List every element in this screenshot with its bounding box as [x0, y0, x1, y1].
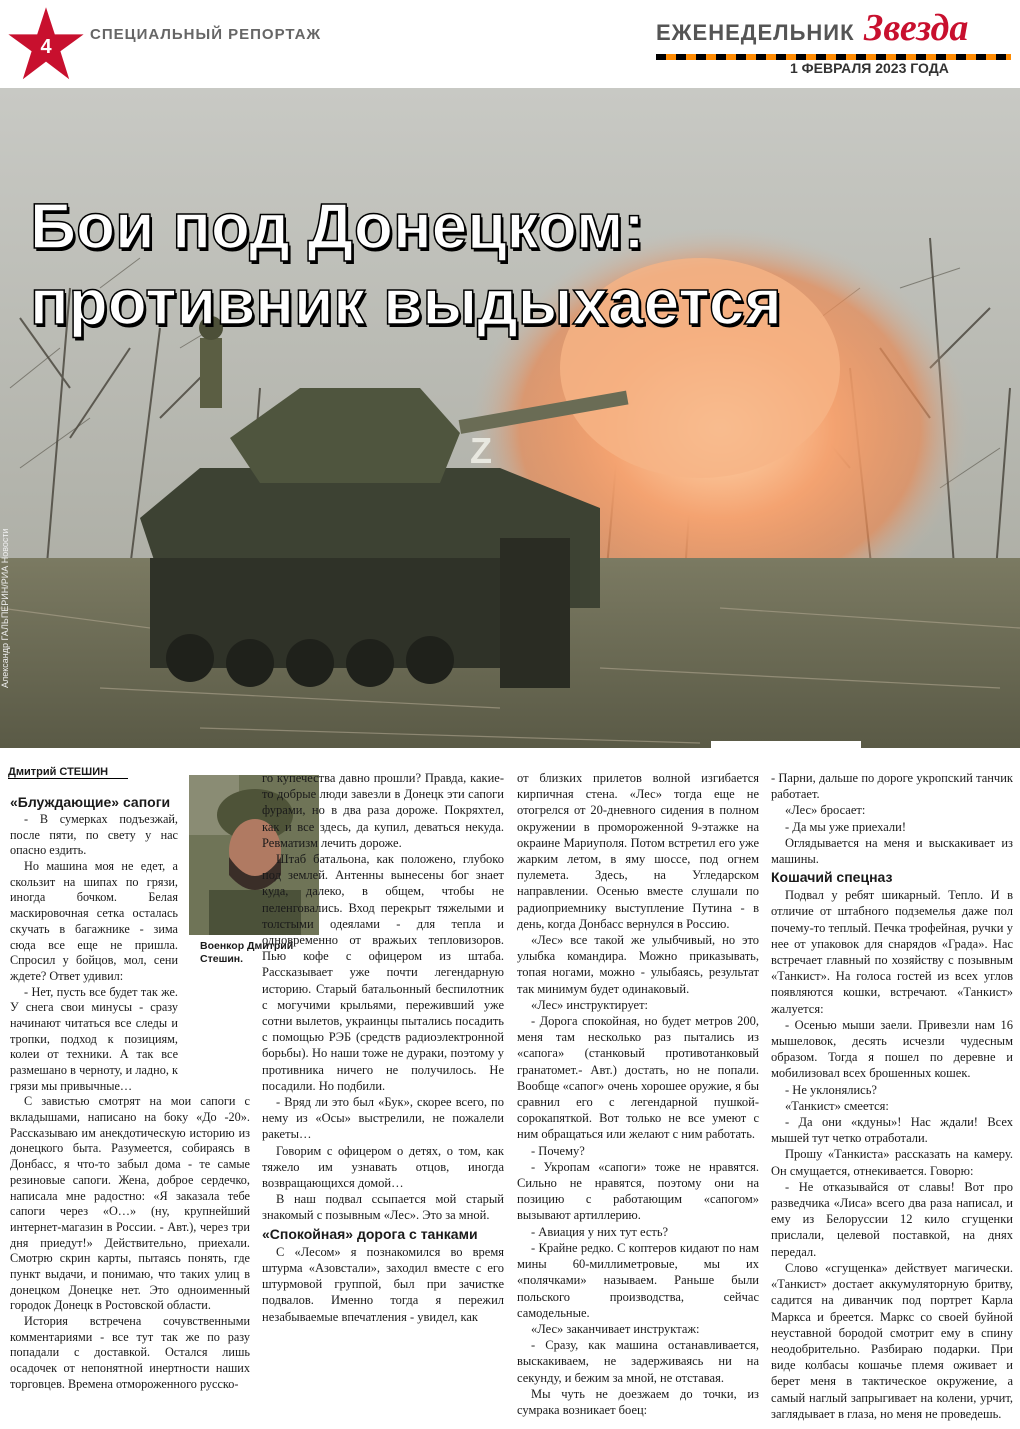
paragraph: «Лес» инструктирует:: [531, 997, 649, 1012]
article-column-4: [771, 770, 1013, 1422]
paragraph: - Не уклонялись?: [785, 1082, 877, 1097]
paragraph: «Лес» все такой же улыбчивый, но это улыбка командира. Можно приказывать, топая ногами, можно - улыбаясь, результат так минимум будет одинаковый.: [517, 933, 759, 996]
paragraph: Говорим с офицером о детях, о том, как тяжело им узнавать отцов, иногда возвращающихся домой…: [262, 1143, 504, 1191]
paragraph: Прошу «Танкиста» рассказать на камеру. Он смущается, отнекивается. Говорю:: [771, 1147, 1013, 1178]
headline-line-1: Бои под Донецком:: [30, 190, 645, 262]
paragraph: «Танкист» смеется:: [785, 1098, 889, 1113]
page-number: 4: [40, 36, 52, 58]
headline: [30, 188, 782, 340]
paragraph: Оглядывается на меня и выскакивает из машины.: [771, 835, 1013, 867]
paragraph: Но машина моя не едет, а скользит на шипах по грязи, иногда бочком. Белая маскировочная сетка осталась скучать в багажнике - зима сюда все еще не пришла. Спросил у бойцов, мол, сени ждете? Ответ удивил:: [10, 859, 178, 983]
paragraph: История встречена сочувственными комментариями - все тут так же по разу попадали с доставкой. Остался лишь осадочек от непонятной инертности наших торговцев. Времена отмороженного русско-: [10, 1314, 250, 1391]
newspaper-logo: Звезда: [864, 7, 969, 49]
page-header: [0, 0, 1020, 88]
paragraph: - Вряд ли это был «Бук», скорее всего, по нему из «Осы» выстрелили, не пожалели ракеты…: [262, 1095, 504, 1142]
paragraph: Подвал у ребят шикарный. Тепло. И в отличие от штабного подземелья даже пол почему-то теплый. Печка трофейная, ручки у нее от упаковок для снарядов «Града». Нас встречает главный по хозяйству с позывным «Танкист». На голоса гостей из всех углов появляются кошки, встречают. «Танкист» жалуется:: [771, 888, 1013, 1016]
svg-text:Z: Z: [470, 430, 492, 471]
portrait-caption: Военкор Дмитрий Стешин.: [200, 940, 294, 965]
headline-line-2: противник выдыхается: [30, 266, 782, 338]
paragraph: - Да мы уже приехали!: [785, 819, 906, 834]
paragraph: «Лес» заканчивает инструктаж:: [531, 1321, 700, 1336]
paragraph: - Укропам «сапоги» тоже не нравятся. Сильно не нравятся, поэтому они на позицию с работающим «сапогом» вызывают артиллерию.: [517, 1159, 759, 1223]
article-column-3: [517, 770, 759, 1418]
paragraph: - Не отказывайся от славы! Вот про разведчика «Лиса» всего два раза написал, и ему из Белоруссии 12 кило сгущенки прислали, целевой поставкой, на днях передал.: [771, 1179, 1013, 1259]
paragraph: В наш подвал ссыпается мой старый знакомый с позывным «Лес». Это за мной.: [262, 1192, 504, 1223]
issue-date: 1 ФЕВРАЛЯ 2023 ГОДА: [790, 60, 949, 76]
section-label: СПЕЦИАЛЬНЫЙ РЕПОРТАЖ: [90, 26, 322, 43]
paragraph: - Крайне редко. С коптеров кидают по нам мины 60-миллиметровые, мы их «полячками» называем. Раньше были польского производства, сейчас самодельные.: [517, 1240, 759, 1320]
paragraph: - Да они «кдуны»! Нас ждали! Всех мышей тут четко отработали.: [771, 1115, 1013, 1146]
paragraph: от близких прилетов волной изгибается кирпичная стена. «Лес» тогда еще не отогрелся от 20-дневного сидения в полном окружении в промороженной 9-этажке на окраине Мариуполя. Потом встретил его уже жарким летом, в яму шоссе, под огнем пулемета. Здесь, на Угледарском направлении. Осенью вместе слушали по радиоприемнику выступление Путина - в день, когда Донбасс вернулся в Россию.: [517, 771, 759, 931]
paragraph: С завистью смотрят на мои сапоги с вкладышами, написано на боку «До -20». Рассказываю им анекдотическую историю из донецкого быта. Разумеется, собираясь в Донбасс, я что-то забыл дома - те самые резиновые сапоги. Жена, доброе сердечко, написала мне радостно: «Я заказала тебе сапоги через «О…» (ну, крупнейший интернет-магазин в России. - Авт.), через три дня приедут!» Действительно, приехали. Смотрю скрин карты, пытаясь понять, где пункт выдачи, и понимаю, что таких улиц в донецком Донецке нет. Это одноименный городок Донецк в Ростовской области.: [10, 1094, 250, 1313]
article-column-1: [10, 792, 250, 1392]
photo-credit: Александр ГАЛЬПЕРИН/РИА Новости: [0, 528, 10, 688]
author-byline: Дмитрий СТЕШИН: [8, 766, 128, 779]
paragraph: - Парни, дальше по дороге укропский танчик работает.: [771, 771, 1013, 802]
subheading: «Блуждающие» сапоги: [10, 794, 171, 810]
paragraph: - Дорога спокойная, но будет метров 200, меня там несколько раз пытались из «сапога» (станковый противотанковый гранатомет.- Авт.) достать, но не попали. Вообще «сапог» очень хорошее оружие, я бы сравнил его с легендарной пушкой-сорокапяткой. Вот только не все умеют с ним обращаться или желают с ним работать.: [517, 1014, 759, 1142]
paragraph: С «Лесом» я познакомился во время штурма «Азовстали», заходил вместе с его штурмовой группой, был при зачистке подвалов. Именно тогда я пережил незабываемые впечатления - увидел, как: [262, 1244, 504, 1324]
paragraph: Мы чуть не доезжаем до точки, из сумрака возникает боец:: [517, 1386, 759, 1417]
paragraph: го купечества давно прошли? Правда, какие-то добрые люди завезли в Донецк эти сапоги фурами, но в два раза дороже. Покряхтел, как и все здесь, да купил, деваться некуда. Ревматизм лечить дороже.: [262, 771, 504, 850]
subheading: «Спокойная» дорога с танками: [262, 1225, 478, 1242]
paragraph: - Почему?: [531, 1143, 585, 1158]
subheading: Кошачий спецназ: [771, 869, 893, 886]
article-column-2: [262, 770, 504, 1325]
paragraph: - Авиация у них тут есть?: [531, 1224, 669, 1239]
paragraph: - В сумерках подъезжай, после пяти, по свету у нас опасно ездить.: [10, 812, 178, 858]
tank-photo: [0, 88, 1020, 748]
paragraph: - Осенью мыши заели. Привезли нам 16 мышеловок, десять исчезли чудесным образом. Тогда я пошел по деревне и мобилизовал всех брошенных кошек.: [771, 1017, 1013, 1081]
paragraph: Слово «сгущенка» действует магически. «Танкист» достает аккумуляторную бритву, садится на диванчик под портрет Карла Маркса и бреется. Маркс со своей буйной неуставной бородой смотрит ему в спину неодобрительно. Разбираю подарки. При виде колбасы кошачье племя оживает и берет меня в тактическое окружение, а самый наглый запрыгивает на колени, урчит, заглядывает в глаза, но меня не проведешь.: [771, 1260, 1013, 1421]
photo-caption-right: [711, 741, 861, 748]
paragraph: Штаб батальона, как положено, глубоко под землей. Антенны вынесены бог знает куда, далеко, в общем, чтобы не пеленговались. Вход перекрыт тяжелыми и толстыми одеялами - для тепла и одновременно от вражьих тепловизоров. Пью кофе с офицером из штаба. Рассказывает уже почти легендарную историю. Старый батальонный беспилотник с могучими крыльями, переживший уже сотни вылетов, украинцы пытались посадить с помощью РЭБ (средств радиоэлектронной борьбы). Но наши тоже не дураки, поэтому у противника ничего не получилось. Не посадили. Но подбили.: [262, 852, 504, 1093]
paragraph: - Сразу, как машина останавливается, выскакиваем, не задерживаясь ни на секунду, и бежим за мной, не отставая.: [517, 1338, 759, 1385]
weekly-label: ЕЖЕНЕДЕЛЬНИК: [656, 20, 855, 45]
paragraph: «Лес» бросает:: [785, 803, 866, 818]
paragraph: - Нет, пусть все будет так же. У снега свои минусы - сразу начинают читаться все следы и тропки, подход к позициям, колеи от техники. А так все размешано в черноту, и ладно, к грязи мы привычные…: [10, 984, 178, 1093]
